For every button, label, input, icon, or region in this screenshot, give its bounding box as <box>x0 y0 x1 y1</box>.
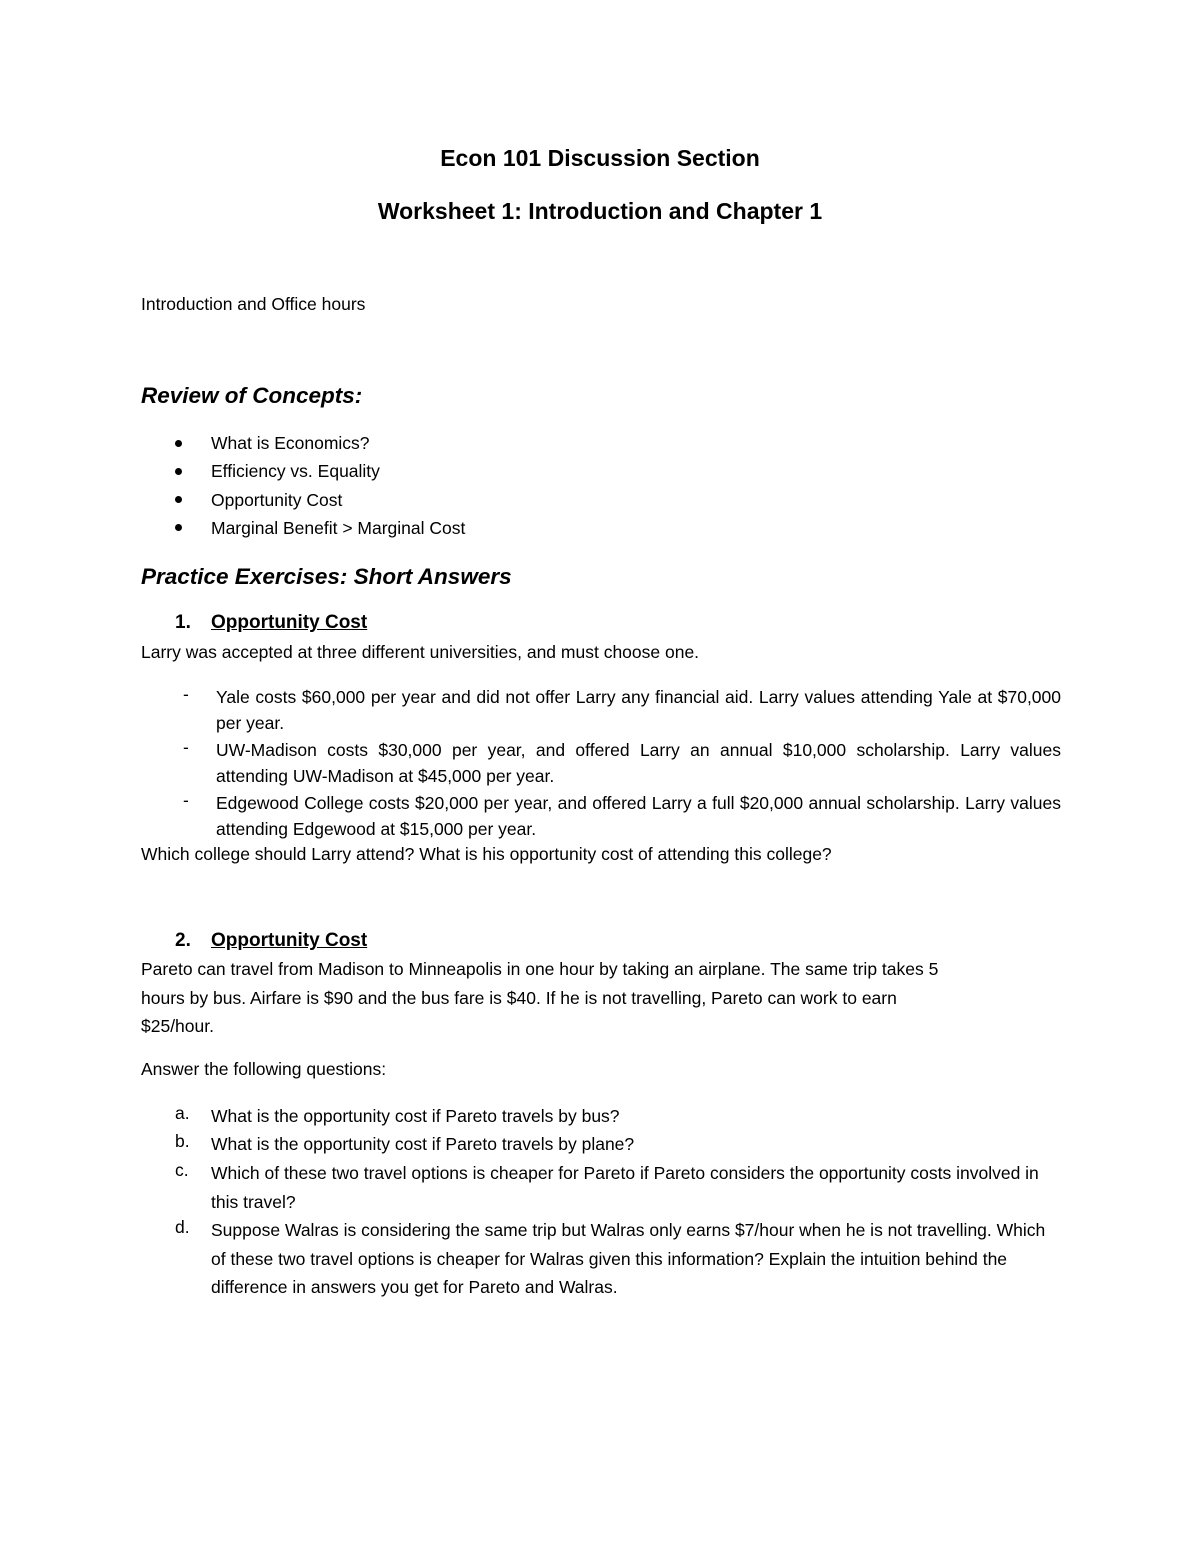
bullet-icon <box>175 468 182 475</box>
option-edgewood: Edgewood College costs $20,000 per year, and offered Larry a full $20,000 annual scholarship. Larry values attending Edgewood at $15,000 per year. <box>216 793 1061 839</box>
dash-marker: - <box>183 737 189 757</box>
question-2-number: 2. <box>175 930 191 951</box>
review-item: Efficiency vs. Equality <box>211 461 380 481</box>
subquestion-text: Suppose Walras is considering the same trip but Walras only earns $7/hour when he is not travelling. Which of these two travel options is cheaper for Walras given this information? Explain the intuition behind the difference in answers you get for Pareto and Walras. <box>211 1220 1046 1297</box>
paragraph-line: hours by bus. Airfare is $90 and the bus fare is $40. If he is not travelling, Pareto can work to earn <box>141 988 897 1008</box>
subquestion-label: b. <box>175 1131 190 1151</box>
document-title: Econ 101 Discussion Section <box>440 145 760 171</box>
bullet-icon <box>175 524 182 531</box>
review-item: What is Economics? <box>211 433 370 453</box>
subquestion-label: d. <box>175 1217 190 1237</box>
subquestion-text: Which of these two travel options is cheaper for Pareto if Pareto considers the opportunity costs involved in this travel? <box>211 1163 1039 1212</box>
practice-heading: Practice Exercises: Short Answers <box>141 564 512 589</box>
subquestion-label: c. <box>175 1160 189 1180</box>
dash-marker: - <box>183 684 189 704</box>
question-2-title: Opportunity Cost <box>211 930 368 951</box>
subquestion-text: What is the opportunity cost if Pareto travels by plane? <box>211 1134 635 1154</box>
option-uw-madison: UW-Madison costs $30,000 per year, and offered Larry an annual $10,000 scholarship. Larry values attending UW-Madison at $45,000 per year. <box>216 740 1061 786</box>
bullet-icon <box>175 496 182 503</box>
subquestion-label: a. <box>175 1103 190 1123</box>
review-heading: Review of Concepts: <box>141 383 363 408</box>
question-1-title: Opportunity Cost <box>211 612 368 633</box>
question-1-intro: Larry was accepted at three different universities, and must choose one. <box>141 642 700 662</box>
intro-line: Introduction and Office hours <box>141 294 366 314</box>
bullet-icon <box>175 440 182 447</box>
document-subtitle: Worksheet 1: Introduction and Chapter 1 <box>377 198 823 224</box>
option-yale: Yale costs $60,000 per year and did not offer Larry any financial aid. Larry values attending Yale at $70,000 per year. <box>216 687 1061 733</box>
question-1-number: 1. <box>175 612 191 633</box>
subquestion-text: What is the opportunity cost if Pareto travels by bus? <box>211 1106 620 1126</box>
question-2-prompt: Answer the following questions: <box>141 1059 387 1079</box>
review-item: Marginal Benefit > Marginal Cost <box>211 518 466 538</box>
dash-marker: - <box>183 790 189 810</box>
review-item: Opportunity Cost <box>211 490 343 510</box>
paragraph-line: Pareto can travel from Madison to Minneapolis in one hour by taking an airplane. The same trip takes 5 <box>141 959 939 979</box>
question-1-question: Which college should Larry attend? What is his opportunity cost of attending this college? <box>141 844 832 864</box>
paragraph-line: $25/hour. <box>141 1016 214 1036</box>
